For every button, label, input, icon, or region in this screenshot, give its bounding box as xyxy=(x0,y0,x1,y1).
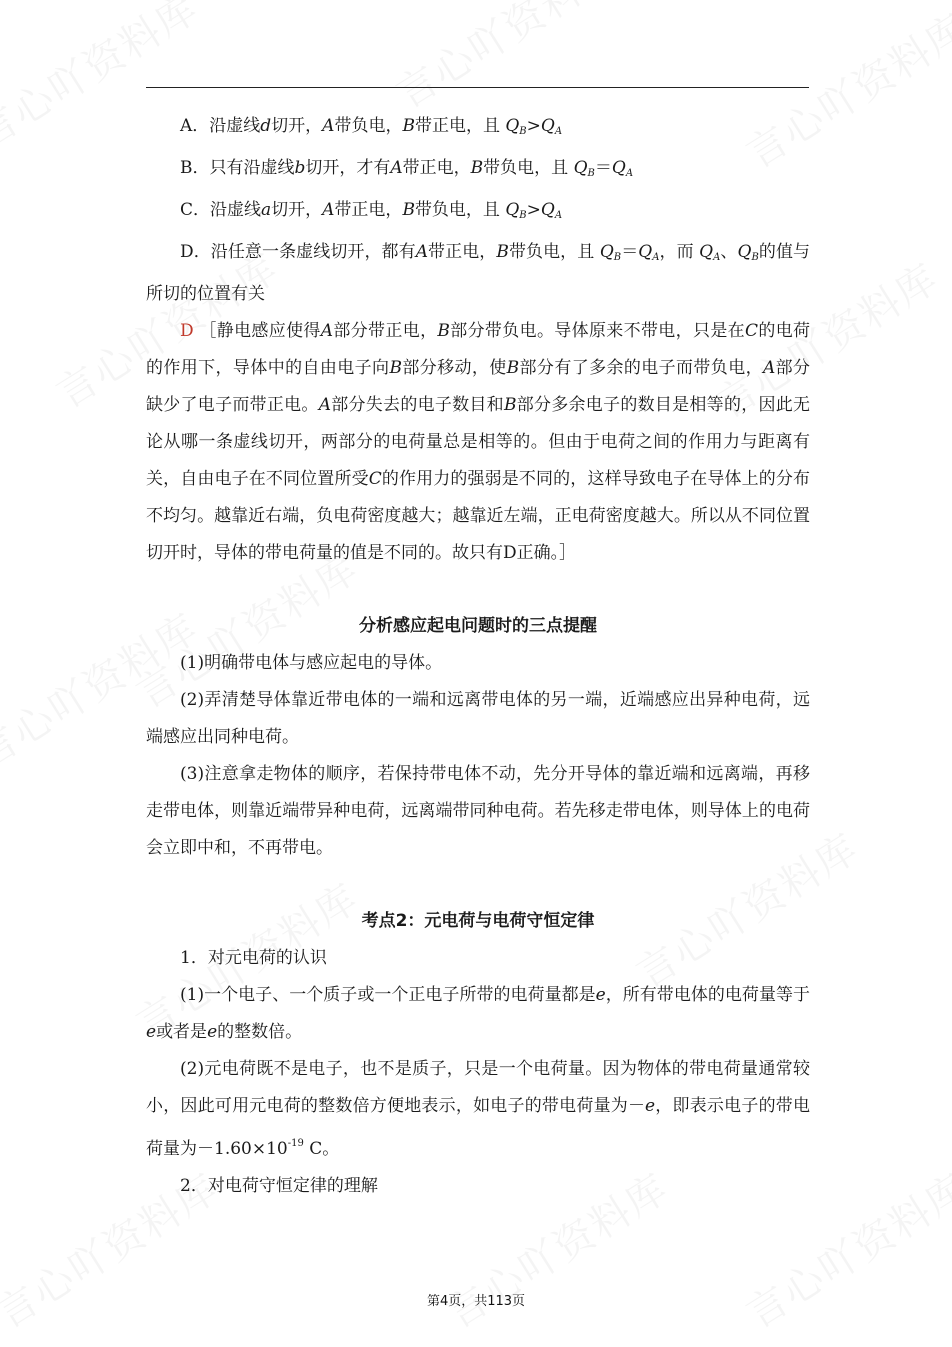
tip-item: (3)注意拿走物体的顺序，若保持带电体不动，先分开导体的靠近端和远离端，再移走带电体，则靠近端带异种电荷，远离端带同种电荷。若先移走带电体，则导体上的电荷会立即中和，不再带电。 xyxy=(146,764,810,858)
option-d: D．沿任意一条虚线切开，都有A带正电，B带负电，且 $Q_B=Q_A$，而 $Q_A$、$Q_B$的值与所切的位置有关 xyxy=(146,242,811,304)
answer-letter: D xyxy=(180,321,194,341)
option-b: B．只有沿虚线b切开，才有A带正电，B带负电，且 $Q_B=Q_A$ xyxy=(180,158,634,179)
option-a: A．沿虚线d切开，A带负电，B带正电，且 $Q_B>Q_A$ xyxy=(180,116,563,137)
tip-item: (1)明确带电体与感应起电的导体。 xyxy=(180,653,443,673)
section-heading: 分析感应起电问题时的三点提醒 xyxy=(359,616,597,636)
paragraph: (1)一个电子、一个质子或一个正电子所带的电荷量都是e，所有带电体的电荷量等于e或者是e的整数倍。 xyxy=(146,985,810,1042)
tip-item: (2)弄清楚导体靠近带电体的一端和远离带电体的另一端，近端感应出异种电荷，远端感应出同种电荷。 xyxy=(146,690,810,747)
option-c: C．沿虚线a切开，A带正电，B带负电，且 $Q_B>Q_A$ xyxy=(180,200,563,221)
paragraph: (2)元电荷既不是电子，也不是质子，只是一个电荷量。因为物体的带电荷量通常较小，因此可用元电荷的整数倍方便地表示，如电子的带电荷量为－e，即表示电子的带电荷量为$-1.60\times 10^{-19}$ C。 xyxy=(146,1059,811,1159)
answer-explanation: D ［静电感应使得A部分带正电，B部分带负电。导体原来不带电，只是在C的电荷的作用下，导体中的自由电子向B部分移动，使B部分有了多余的电子而带负电，A部分缺少了电子而带正电。A部分失去的电子数目和B部分多余电子的数目是相等的，因此无论从哪一条虚线切开，两部分的电荷量总是相等的。但由于电荷之间的作用力与距离有关，自由电子在不同位置所受C的作用力的强弱是不同的，这样导致电子在导体上的分布不均匀。越靠近右端，负电荷密度越大；越靠近左端，正电荷密度越大。所以从不同位置切开时，导体的带电荷量的值是不同的。故只有D正确。］ xyxy=(146,321,811,563)
page-content xyxy=(146,108,810,1205)
header-rule xyxy=(146,87,809,88)
page-number: 第4页，共113页 xyxy=(426,1294,526,1309)
subheading: 1．对元电荷的认识 xyxy=(180,948,327,968)
subheading: 2．对电荷守恒定律的理解 xyxy=(180,1176,378,1196)
watermark xyxy=(384,0,628,119)
section-heading: 考点2：元电荷与电荷守恒定律 xyxy=(361,911,595,931)
